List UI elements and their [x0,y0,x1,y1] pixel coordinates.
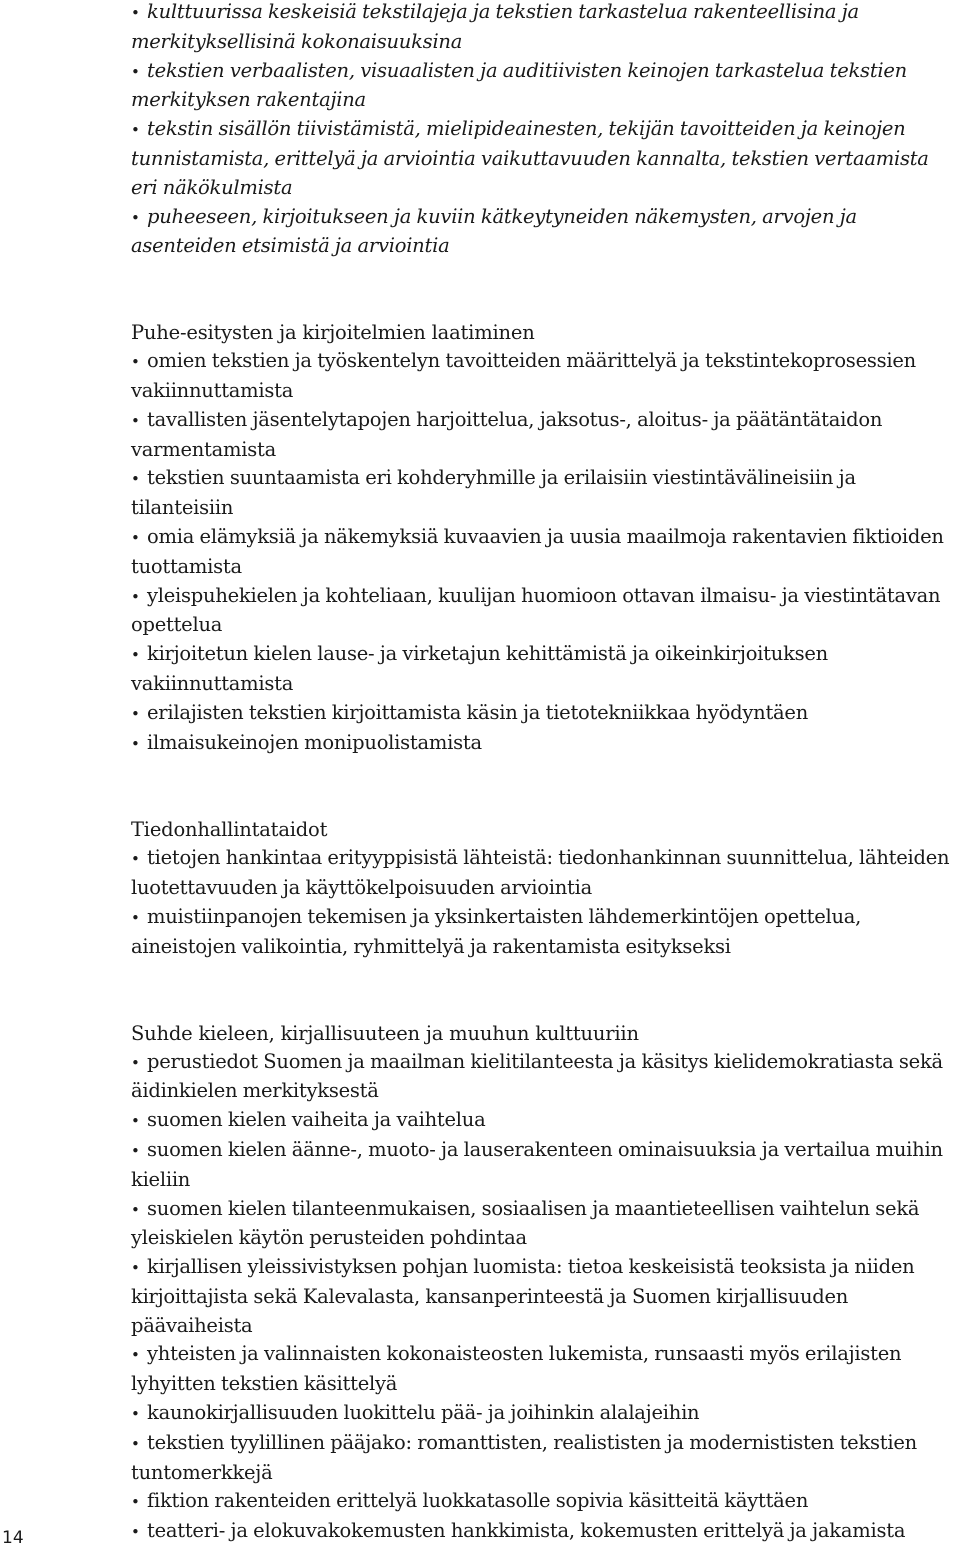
bullet-icon: • [131,1112,140,1131]
bullet-icon: • [131,704,140,723]
list-item: • yleispuhekielen ja kohteliaan, kuulijan huomioon ottavan ilmaisu- ja viestintätavan opettelua [131,583,941,637]
bullet-icon: • [131,734,140,753]
bullet-icon: • [131,1259,140,1278]
list-item: • suomen kielen tilanteenmukaisen, sosiaalisen ja maantieteellisen vaihtelun sekä yleiskielen käytön perusteiden pohdintaa [131,1196,920,1250]
page-number: 14 [2,1528,24,1548]
bullet-icon: • [131,587,140,606]
list-item: • puheeseen, kirjoitukseen ja kuviin kätkeytyneiden näkemysten, arvojen ja asenteiden etsimistä ja arviointia [131,204,857,258]
list-item: • kirjoitetun kielen lause- ja virketajun kehittämistä ja oikeinkirjoituksen vakiinnuttamista [131,642,828,695]
bullet-icon: • [131,208,140,227]
list-item: • tekstin sisällön tiivistämistä, mielipideainesten, tekijän tavoitteiden ja keinojen tunnistamista, erittelyä ja arviointia vaikuttavuuden kannalta, tekstien vertaamista eri näkökulmista [131,117,929,199]
bullet-icon: • [131,4,140,22]
bullet-icon: • [131,1434,140,1453]
list-item: • tekstien tyylillinen pääjako: romanttisten, realististen ja modernististen tekstien tuntomerkkejä [131,1430,917,1484]
list-item: • suomen kielen vaiheita ja vaihtelua [131,1106,960,1136]
section-language-literature-culture [131,1019,960,1548]
bullet-icon: • [131,1053,140,1072]
section-heading: Puhe-esitysten ja kirjoitelmien laatiminen [131,321,535,345]
list-item: • fiktion rakenteiden erittelyä luokkatasolle sopivia käsitteitä käyttäen [131,1487,960,1517]
bullet-icon: • [131,646,140,665]
list-item: • yhteisten ja valinnaisten kokonaisteosten lukemista, runsaasti myös erilajisten lyhyitten tekstien käsittelyä [131,1342,902,1396]
list-item: • tekstien suuntaamista eri kohderyhmille ja erilaisiin viestintävälineisiin ja tilanteisiin [131,466,856,520]
bullet-icon: • [131,121,140,140]
bullet-icon: • [131,1493,140,1512]
list-item: • omia elämyksiä ja näkemyksiä kuvaavien ja uusia maailmoja rakentavien fiktioiden tuottamista [131,524,944,578]
list-item: • muistiinpanojen tekemisen ja yksinkertaisten lähdemerkintöjen opettelua, aineistojen valikointia, ryhmittelyä ja rakentamista esitykseksi [131,904,862,958]
bullet-icon: • [131,1346,140,1365]
list-item: • tekstien verbaalisten, visuaalisten ja auditiivisten keinojen tarkastelua tekstien merkityksen rakentajina [131,58,907,112]
bullet-icon: • [131,470,140,489]
bullet-icon: • [131,850,140,869]
section-heading: Suhde kieleen, kirjallisuuteen ja muuhun kulttuuriin [131,1021,639,1045]
document-page [131,0,960,1547]
section-information-skills [131,815,960,961]
list-item: • kirjallisen yleissivistyksen pohjan luomista: tietoa keskeisistä teoksista ja niiden kirjoittajista sekä Kalevalasta, kansanperinteestä ja Suomen kirjallisuuden päävaiheista [131,1255,915,1337]
bullet-list [131,844,960,961]
bullet-icon: • [131,1523,140,1542]
list-item: • tietojen hankintaa erityyppisistä lähteistä: tiedonhankinnan suunnittelua, lähteiden luotettavuuden ja käyttökelpoisuuden arviointia [131,846,950,900]
section-writing [131,318,960,758]
bullet-icon: • [131,1200,140,1219]
bullet-list [131,347,960,758]
bullet-icon: • [131,411,140,430]
bullet-icon: • [131,1405,140,1424]
list-item: • omien tekstien ja työskentelyn tavoitteiden määrittelyä ja tekstintekoprosessien vakiinnuttamista [131,349,916,402]
bullet-icon: • [131,528,140,547]
bullet-icon: • [131,353,140,372]
bullet-icon: • [131,908,140,927]
bullet-list [131,1048,960,1548]
list-item: • suomen kielen äänne-, muoto- ja lauserakenteen ominaisuuksia ja vertailua muihin kieliin [131,1137,943,1191]
list-item: • teatteri- ja elokuvakokemusten hankkimista, kokemusten erittelyä ja jakamista [131,1517,960,1547]
list-item: • erilajisten tekstien kirjoittamista käsin ja tietotekniikkaa hyödyntäen [131,699,960,729]
section-heading: Tiedonhallintataidot [131,818,328,842]
bullet-icon: • [131,1141,140,1160]
section-text-analysis [131,0,960,261]
list-item: • kulttuurissa keskeisiä tekstilajeja ja tekstien tarkastelua rakenteellisina ja merkityksellisinä kokonaisuuksina [131,0,859,53]
list-item: • ilmaisukeinojen monipuolistamista [131,729,960,759]
bullet-icon: • [131,62,140,81]
list-item: • kaunokirjallisuuden luokittelu pää- ja joihinkin alalajeihin [131,1399,960,1429]
list-item: • perustiedot Suomen ja maailman kielitilanteesta ja käsitys kielidemokratiasta sekä äidinkielen merkityksestä [131,1049,943,1103]
bullet-list [131,0,960,261]
list-item: • tavallisten jäsentelytapojen harjoittelua, jaksotus-, aloitus- ja päätäntätaidon varmentamista [131,407,883,461]
